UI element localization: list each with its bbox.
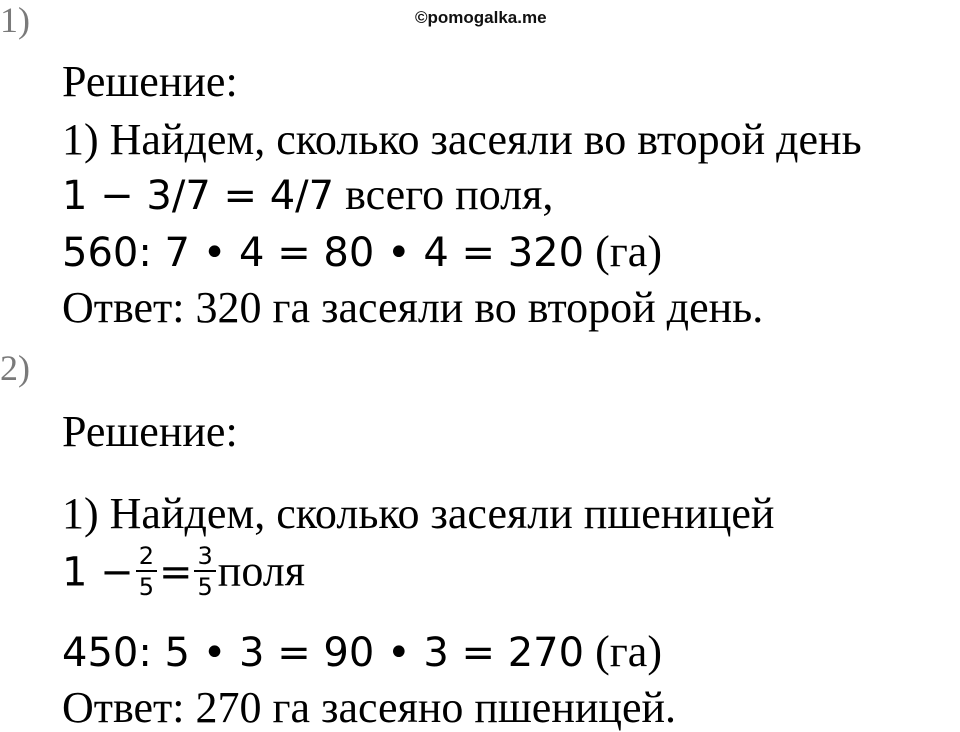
- section-2-equation-1-text: поля: [217, 546, 305, 596]
- section-1-equation-1-text: всего поля,: [334, 170, 554, 219]
- section-2-fraction-2: [194, 544, 215, 599]
- section-2-fraction-1: [136, 544, 157, 599]
- fraction-2-denominator: 5: [197, 573, 213, 601]
- section-1-equation-2: [62, 227, 662, 276]
- section-1-equation-2-math: : 7 • 4 = 80 • 4 = 320: [138, 230, 585, 276]
- section-1-heading: Решение:: [62, 57, 238, 106]
- section-2-equation-1: [62, 542, 305, 603]
- section-2-equation-1-lead: 1 −: [62, 549, 134, 596]
- section-1-step: 1) Найдем, сколько засеяли во второй день: [62, 115, 862, 164]
- section-1-answer: Ответ: 320 га засеяли во второй день.: [62, 283, 764, 332]
- watermark: ©pomogalka.me: [415, 8, 547, 27]
- section-1-number: 1): [0, 0, 30, 40]
- section-2-heading: Решение:: [62, 407, 238, 456]
- section-1-equation-2-number: 560: [62, 230, 139, 276]
- section-2-equation-2-math: : 5 • 3 = 90 • 3 = 270: [138, 630, 585, 676]
- section-1-equation-1: [62, 170, 554, 219]
- section-2-number: 2): [0, 348, 30, 388]
- fraction-1-denominator: 5: [138, 573, 154, 601]
- section-2-equals-sign: =: [158, 549, 193, 596]
- section-2-equation-2-text: (га): [584, 627, 662, 676]
- section-1-equation-1-math: 1 − 3/7 = 4/7: [62, 173, 335, 219]
- section-1-equation-2-text: (га): [584, 227, 662, 276]
- section-2-equation-2-number: 450: [62, 630, 139, 676]
- section-2-answer: Ответ: 270 га засеяно пшеницей.: [62, 683, 677, 732]
- fraction-1-numerator: 2: [136, 544, 157, 572]
- fraction-2-numerator: 3: [194, 544, 215, 572]
- section-2-equation-2: [62, 627, 662, 676]
- section-2-step: 1) Найдем, сколько засеяли пшеницей: [62, 489, 775, 538]
